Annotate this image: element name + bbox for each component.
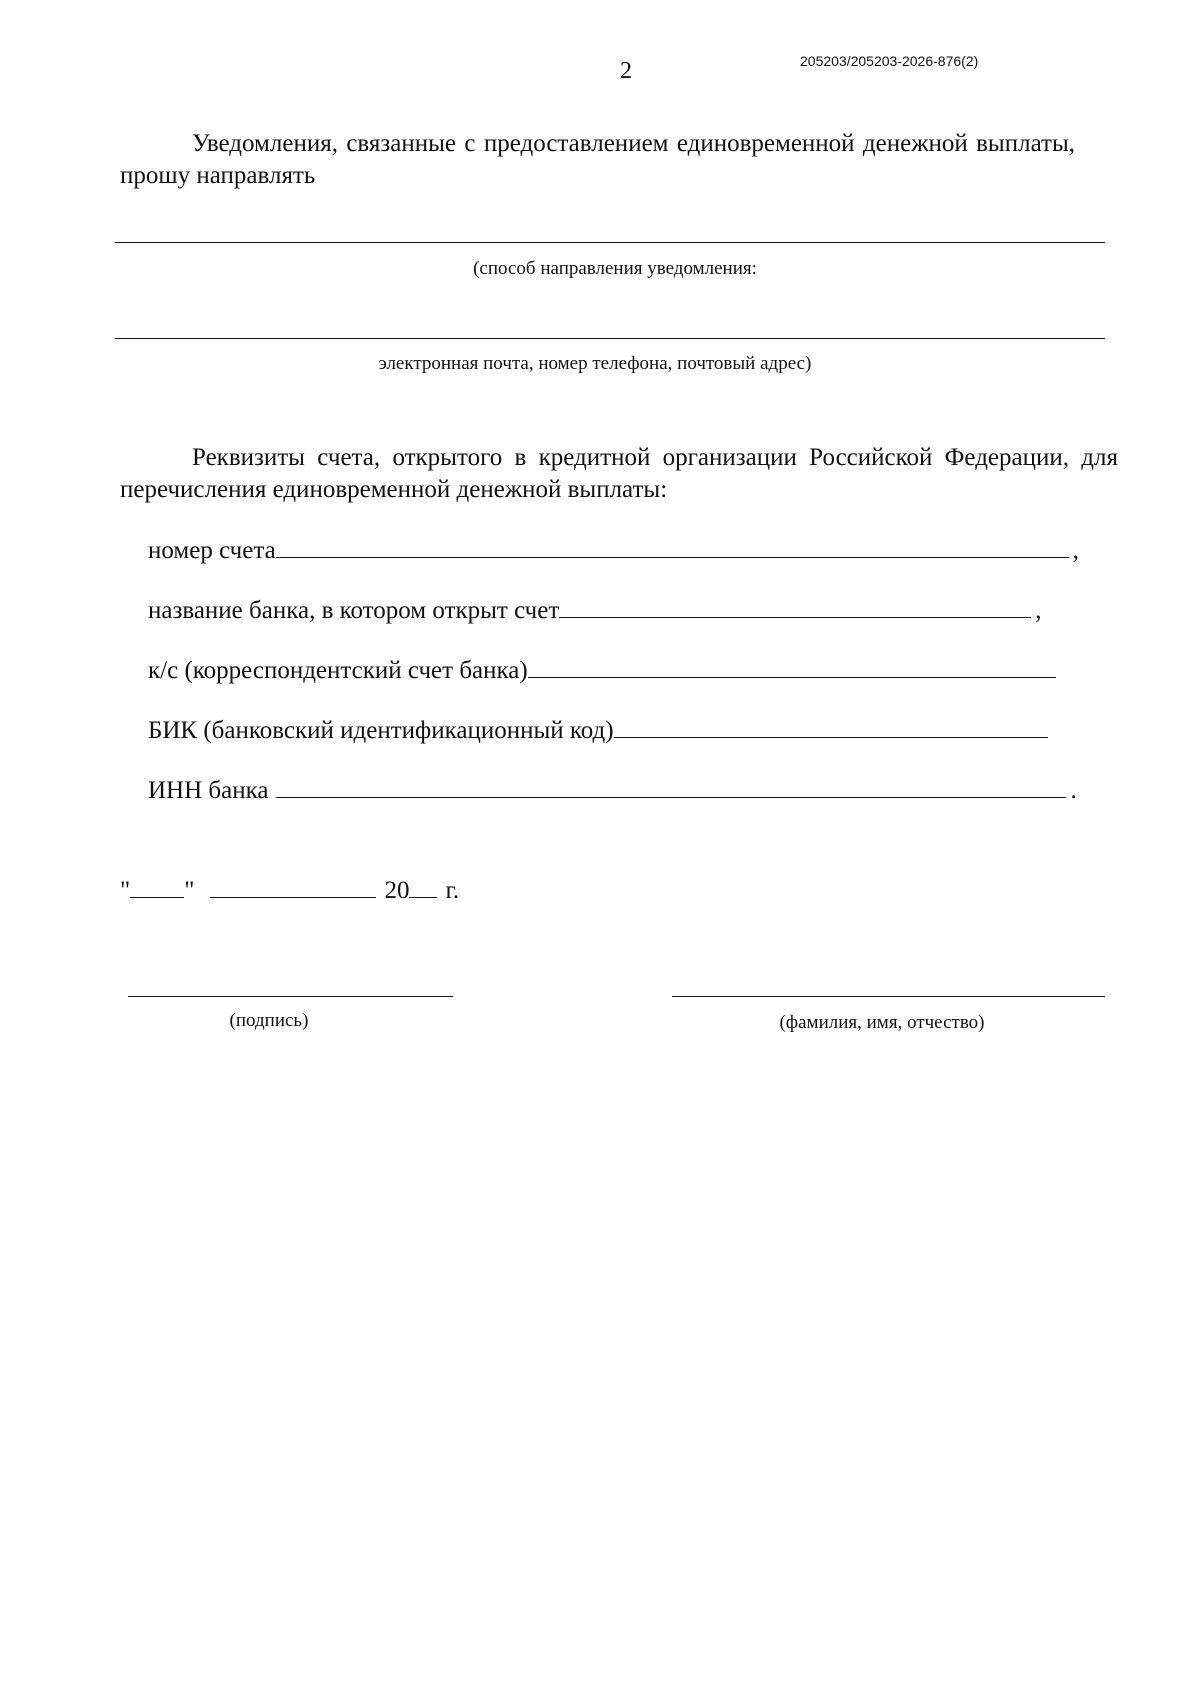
signature-caption: (подпись) (229, 1010, 309, 1031)
corr-account-field[interactable] (528, 655, 1056, 678)
date-month-field[interactable] (210, 875, 376, 898)
account-number-field[interactable] (276, 535, 1069, 558)
bik-row (148, 715, 1084, 745)
notice-method-caption-2: электронная почта, номер телефона, почтовый адрес) (378, 353, 812, 374)
full-name-line[interactable] (672, 996, 1105, 997)
bik-field[interactable] (614, 715, 1048, 738)
date-year-prefix: 20 (384, 877, 410, 904)
notice-method-line-1[interactable] (115, 242, 1105, 243)
notice-method-line-2[interactable] (115, 338, 1105, 339)
date-year-suffix: г. (445, 877, 460, 904)
inn-punct: . (1070, 777, 1077, 804)
notice-method-caption-1: (способ направления уведомления: (473, 258, 757, 279)
date-close-quote: " (184, 877, 195, 904)
bank-name-punct: , (1035, 597, 1042, 624)
corr-account-row (148, 655, 1084, 685)
corr-account-label: к/с (корреспондентский счет банка) (148, 657, 528, 684)
account-number-row (148, 535, 1084, 565)
bank-name-row (148, 595, 1084, 625)
bank-name-field[interactable] (559, 595, 1031, 618)
page-number: 2 (620, 58, 632, 84)
inn-row (148, 775, 1084, 805)
full-name-caption: (фамилия, имя, отчество) (779, 1012, 985, 1033)
date-year-field[interactable] (409, 875, 437, 898)
notice-paragraph: Уведомления, связанные с предоставлением единовременной денежной выплаты, прошу направлять (120, 130, 1075, 189)
date-day-field[interactable] (130, 875, 184, 898)
date-open-quote: " (120, 877, 131, 904)
account-number-punct: , (1072, 537, 1079, 564)
inn-label: ИНН банка (148, 777, 269, 804)
document-code: 205203/205203-2026-876(2) (800, 53, 979, 69)
date-row (120, 875, 459, 905)
bik-label: БИК (банковский идентификационный код) (148, 717, 614, 744)
bank-intro-paragraph: Реквизиты счета, открытого в кредитной организации Российской Федерации, для перечисления единовременной денежной выплаты: (120, 444, 1118, 503)
signature-line[interactable] (128, 996, 453, 997)
bank-name-label: название банка, в котором открыт счет (148, 597, 560, 624)
inn-field[interactable] (276, 775, 1066, 798)
account-number-label: номер счета (148, 537, 276, 564)
